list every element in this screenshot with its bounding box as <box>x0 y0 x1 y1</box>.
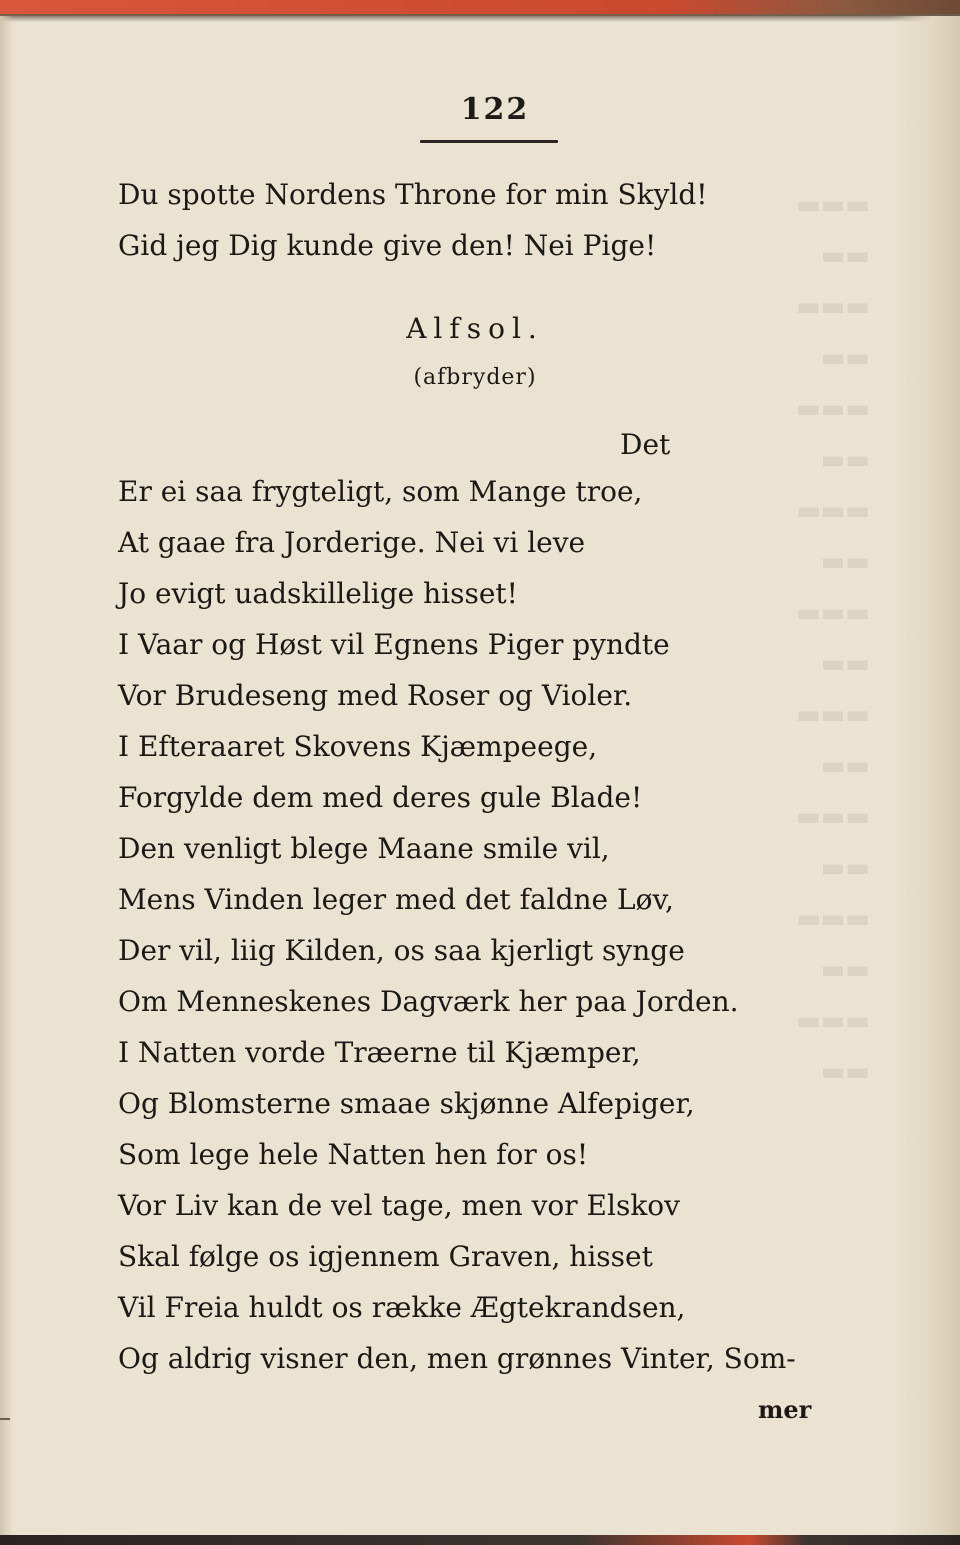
verse-line: Den venligt blege Maane smile vil, <box>118 832 610 865</box>
verse-line: Om Menneskenes Dagværk her paa Jorden. <box>118 985 739 1018</box>
verse-line: Som lege hele Natten hen for os! <box>118 1138 589 1171</box>
verse-line: At gaae fra Jorderige. Nei vi leve <box>118 526 586 559</box>
verse-line: Og Blomsterne smaae skjønne Alfepiger, <box>118 1087 695 1120</box>
verse-line: Vil Freia huldt os række Ægtekrandsen, <box>118 1291 686 1324</box>
catchword: mer <box>758 1395 812 1424</box>
page-number: 122 <box>460 92 530 127</box>
verse-line: Og aldrig visner den, men grønnes Vinter, Som- <box>118 1342 796 1375</box>
stage-direction: (afbryder) <box>413 365 537 390</box>
show-through-text: ▬▬▬ ▬▬ ▬▬▬ ▬▬ ▬▬▬ ▬▬ ▬▬▬ ▬▬ ▬▬▬ ▬▬ ▬▬▬ ▬▬ ▬▬▬ ▬▬ ▬▬▬ ▬▬ ▬▬▬ ▬▬ <box>796 190 870 1087</box>
page-right-edge <box>890 16 960 1545</box>
verse-line: Der vil, liig Kilden, os saa kjerligt synge <box>118 934 685 967</box>
verse-line: Vor Liv kan de vel tage, men vor Elskov <box>118 1189 680 1222</box>
speaker-first-word: Det <box>620 428 671 461</box>
verse-line: Skal følge os igjennem Graven, hisset <box>118 1240 653 1273</box>
speaker-heading: Alfsol. <box>406 312 544 345</box>
verse-line: Mens Vinden leger med det faldne Løv, <box>118 883 674 916</box>
opening-line-1: Du spotte Nordens Throne for min Skyld! <box>118 178 708 211</box>
margin-tick-mark <box>0 1418 10 1420</box>
page-top-shadow <box>0 14 960 22</box>
verse-line: Er ei saa frygteligt, som Mange troe, <box>118 475 643 508</box>
verse-line: Forgylde dem med deres gule Blade! <box>118 781 643 814</box>
page-number-rule <box>420 140 558 143</box>
verse-line: I Natten vorde Træerne til Kjæmper, <box>118 1036 641 1069</box>
verse-line: Vor Brudeseng med Roser og Violer. <box>118 679 633 712</box>
page-gutter-shadow <box>0 16 14 1545</box>
opening-line-2: Gid jeg Dig kunde give den! Nei Pige! <box>118 229 657 262</box>
verse-line: Jo evigt uadskillelige hisset! <box>118 577 518 610</box>
verse-line: I Efteraaret Skovens Kjæmpeege, <box>118 730 598 763</box>
page-bottom-edge <box>0 1535 960 1545</box>
verse-line: I Vaar og Høst vil Egnens Piger pyndte <box>118 628 670 661</box>
